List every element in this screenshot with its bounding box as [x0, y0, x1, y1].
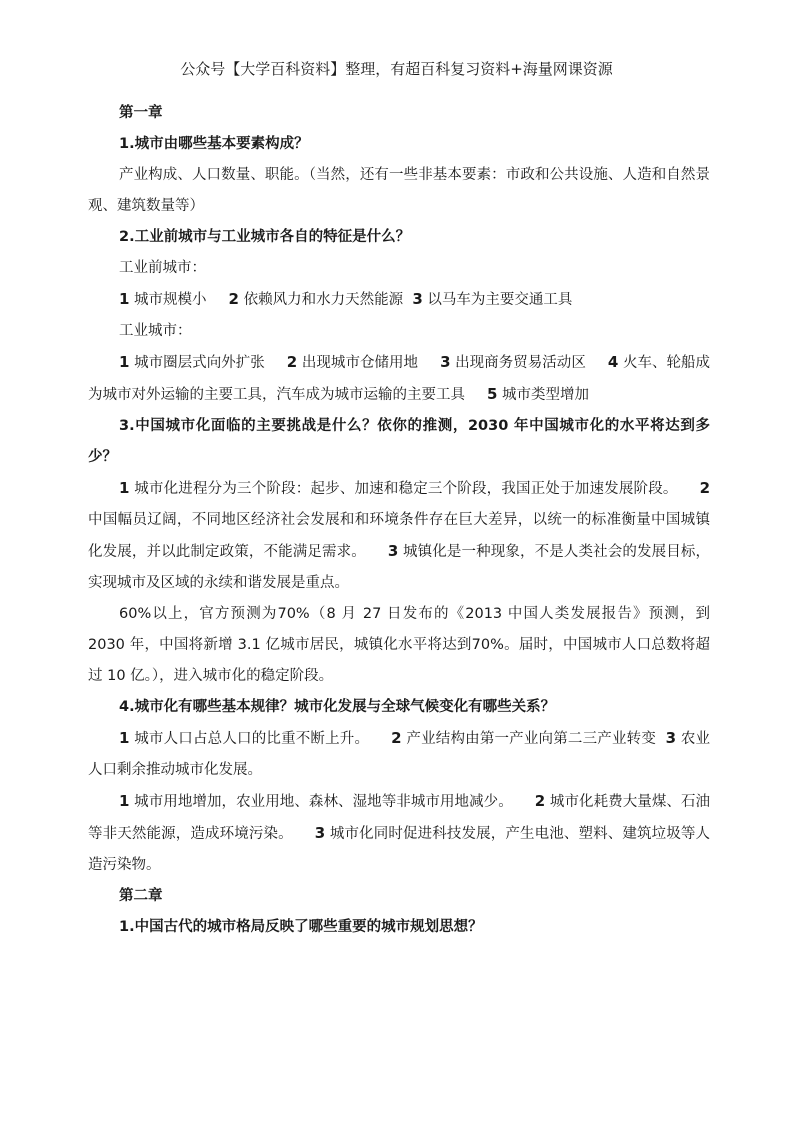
question-3: 3.中国城市化面临的主要挑战是什么？依你的推测，2030 年中国城市化的水平将达到多少？	[88, 418, 710, 465]
answer-3-forecast: 60%以上，官方预测为70%（8 月 27 日发布的《2013 中国人类发展报告》预测，到 2030 年，中国将新增 3.1 亿城市居民，城镇化水平将达到70%。届时，中国城市人口总数将超过 10 亿。），进入城市化的稳定阶段。	[88, 606, 711, 684]
question-2: 2.工业前城市与工业城市各自的特征是什么？	[119, 229, 411, 245]
pre-industrial-list: 1 城市规模小 2 依赖风力和水力天然能源 3 以马车为主要交通工具	[119, 290, 573, 308]
document-body	[88, 98, 710, 943]
question-5: 1.中国古代的城市格局反映了哪些重要的城市规划思想？	[119, 919, 483, 935]
answer-3: 1 城市化进程分为三个阶段：起步、加速和稳定三个阶段，我国正处于加速发展阶段。 2 中国幅员辽阔，不同地区经济社会发展和和环境条件存在巨大差异，以统一的标准衡量中国城镇化发展，并以此制定政策，不能满足需求。 3 城镇化是一种现象，不是人类社会的发展目标，实现城市及区域的永续和谐发展是重点。	[88, 479, 711, 591]
answer-4-rules: 1 城市人口占总人口的比重不断上升。 2 产业结构由第一产业向第二三产业转变 3 农业人口剩余推动城市化发展。	[88, 729, 711, 778]
chapter-1-heading: 第一章	[119, 105, 163, 121]
pre-industrial-label: 工业前城市：	[119, 260, 206, 276]
answer-4-climate: 1 城市用地增加，农业用地、森林、湿地等非城市用地减少。 2 城市化耗费大量煤、石油等非天然能源，造成环境污染。 3 城市化同时促进科技发展，产生电池、塑料、建筑垃圾等人造污染物。	[88, 792, 711, 873]
question-4: 4.城市化有哪些基本规律？城市化发展与全球气候变化有哪些关系？	[119, 699, 556, 715]
chapter-2-heading: 第二章	[119, 888, 163, 904]
answer-1: 产业构成、人口数量、职能。（当然，还有一些非基本要素：市政和公共设施、人造和自然景观、建筑数量等）	[88, 167, 710, 214]
industrial-list: 1 城市圈层式向外扩张 2 出现城市仓储用地 3 出现商务贸易活动区 4 火车、轮船成为城市对外运输的主要工具，汽车成为城市运输的主要工具 5 城市类型增加	[88, 353, 711, 403]
question-1: 1.城市由哪些基本要素构成？	[119, 136, 309, 152]
industrial-label: 工业城市：	[119, 323, 192, 339]
page-header: 公众号【大学百科资料】整理，有超百科复习资料+海量网课资源	[180, 60, 613, 78]
